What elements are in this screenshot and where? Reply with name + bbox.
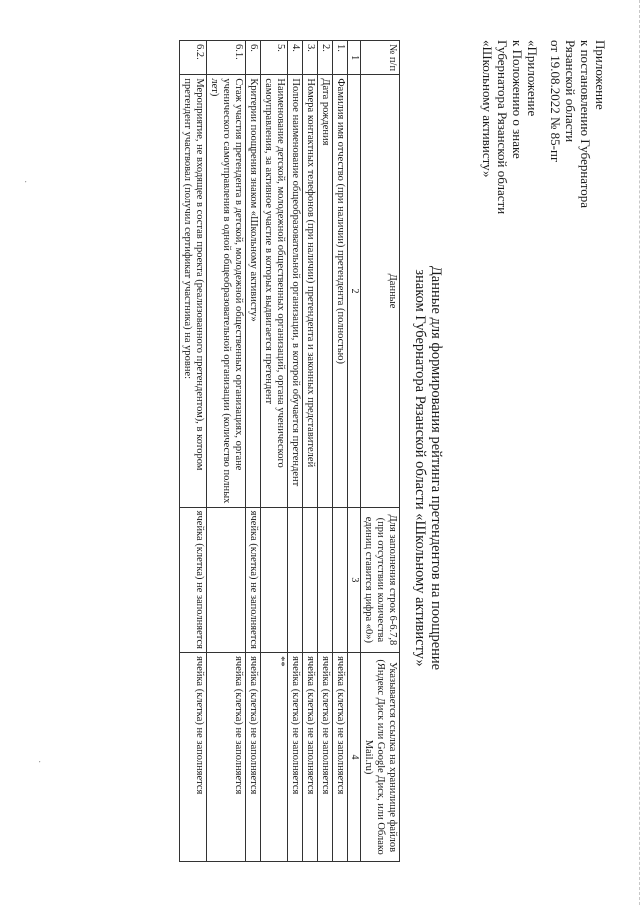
column-number: 4 [348, 653, 361, 862]
table-header-row [361, 41, 400, 862]
table-row [318, 41, 333, 862]
row-num: 6.2. [180, 41, 207, 75]
row-data: Полное наименование общеобразовательной организации, в которой обучается претендент [288, 75, 303, 507]
header-data: Данные [361, 75, 400, 507]
row-num: 1. [333, 41, 348, 75]
table-row [288, 41, 303, 862]
row-data: Дата рождения [318, 75, 333, 507]
header-link: Указывается ссылка на хранилище файлов (Яндекс Диск или Google Диск, или Облако Mail.ru) [361, 653, 400, 862]
table-row [303, 41, 318, 862]
row-data: Стаж участия претендента в детской, молодежной общественных организациях, органе ученического самоуправления в одной общеобразовательной организации (количество полных лет) [207, 75, 246, 507]
row-link: ячейка (клетка) не заполняется [288, 653, 303, 862]
document-title [412, 168, 444, 768]
row-data: Наименование детской, молодежной общественных организаций, органа ученического самоуправления, за активное участие в которых выдвигается претендент [261, 75, 288, 507]
row-data: Фамилия имя отчество (при наличии) претендента (полностью) [333, 75, 348, 507]
annex-line: к Положению о знаке [510, 40, 525, 159]
row-data: Номера контактных телефонов (при наличии) претендента и законных представителей [303, 75, 318, 507]
row-fill [333, 507, 348, 652]
column-number-row [348, 41, 361, 862]
header-num: № п/п [361, 41, 400, 75]
row-num: 3. [303, 41, 318, 75]
row-num: 4. [288, 41, 303, 75]
row-num: 6.1. [207, 41, 246, 75]
row-link: ячейка (клетка) не заполняется [246, 653, 261, 862]
row-fill: ячейка (клетка) не заполняется [180, 507, 207, 652]
row-fill [303, 507, 318, 652]
row-link: ячейка (клетка) не заполняется [303, 653, 318, 862]
title-line: Данные для формирования рейтинга претендентов на поощрение [428, 265, 444, 671]
row-link: ячейка (клетка) не заполняется [180, 653, 207, 862]
column-number: 3 [348, 507, 361, 652]
column-number: 1 [348, 41, 361, 75]
row-link: ячейка (клетка) не заполняется [333, 653, 348, 862]
row-fill [288, 507, 303, 652]
row-fill [261, 507, 288, 652]
column-number: 2 [348, 75, 361, 507]
rating-data-table [179, 40, 400, 862]
row-num: 5. [261, 41, 288, 75]
row-link: ** [261, 653, 288, 862]
row-fill [207, 507, 246, 652]
table-row [261, 41, 288, 862]
row-num: 2. [318, 41, 333, 75]
title-line: знаком Губернатора Рязанской области «Школьному активисту» [412, 269, 428, 667]
annex-header-regulation [480, 40, 540, 360]
table-row [333, 41, 348, 862]
row-fill: ячейка (клетка) не заполняется [246, 507, 261, 652]
annex-line: от 19.08.2022 № 85-пг [548, 40, 563, 163]
table-row [207, 41, 246, 862]
annex-line: к постановлению Губернатора [578, 40, 593, 209]
table-row [180, 41, 207, 862]
annex-line: «Школьному активисту» [480, 40, 495, 178]
row-fill [318, 507, 333, 652]
annex-header-decree [548, 40, 608, 360]
annex-line: Губернатора Рязанской области [495, 40, 510, 215]
annex-line: Приложение [593, 40, 608, 110]
scan-speck: · [19, 180, 30, 184]
row-num: 6. [246, 41, 261, 75]
row-data: Критерии поощрения знаком «Школьному активисту» [246, 75, 261, 507]
table-row [246, 41, 261, 862]
row-link: ячейка (клетка) не заполняется [207, 653, 246, 862]
scan-speck: · [33, 760, 44, 764]
annex-line: Рязанской области [563, 40, 578, 143]
row-link: ячейка (клетка) не заполняется [318, 653, 333, 862]
annex-line: «Приложение [525, 40, 540, 117]
row-data: Мероприятие, не входящее в состав проекта (реализованного претендентом), в котором претендент участвовал (получил сертификат участника) на уровне: [180, 75, 207, 507]
header-fill: Для заполнения строк 6-6.7,8 (при отсутствии количества единиц ставится цифра «0») [361, 507, 400, 652]
